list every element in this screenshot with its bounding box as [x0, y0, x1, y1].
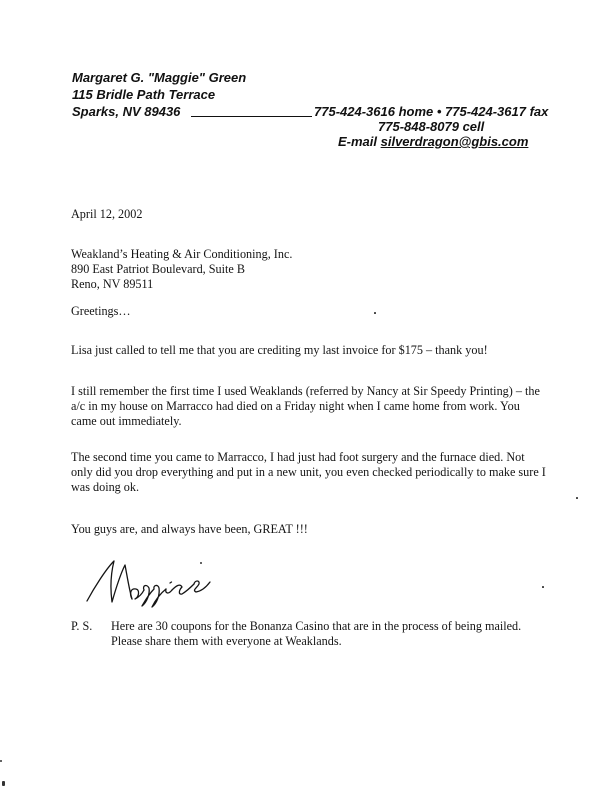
- paragraph-line: came out immediately.: [71, 414, 182, 429]
- postscript-label: P. S.: [71, 619, 93, 633]
- postscript-line: Please share them with everyone at Weaklands.: [111, 634, 342, 649]
- paragraph-line: I still remember the first time I used Weaklands (referred by Nancy at Sir Speedy Printing) – the: [71, 384, 540, 398]
- paragraph-line: Lisa just called to tell me that you are crediting my last invoice for $175 – thank you!: [71, 343, 488, 357]
- scan-speck: [0, 760, 2, 762]
- email-label: E-mail: [338, 134, 381, 149]
- postscript-text: [111, 619, 521, 649]
- paragraph-first-time: [71, 384, 561, 430]
- paragraph-line: a/c in my house on Marracco had died on a Friday night when I came home from work. You: [71, 399, 520, 414]
- sender-name: Margaret G. "Maggie" Green: [72, 70, 247, 85]
- scan-speck: [542, 586, 544, 588]
- paragraph-second-time: [71, 450, 561, 496]
- letter-date: April 12, 2002: [71, 207, 143, 221]
- scan-speck: [576, 497, 578, 499]
- greeting: Greetings…: [71, 304, 131, 318]
- email-address: silverdragon@gbis.com: [380, 134, 529, 149]
- recipient-company: Weakland’s Heating & Air Conditioning, Inc.: [71, 247, 293, 261]
- paragraph-closing: [71, 522, 561, 537]
- scan-speck: [2, 781, 5, 786]
- paragraph-credit: [71, 343, 561, 358]
- sender-street: 115 Bridle Path Terrace: [72, 87, 216, 102]
- letterhead-rule: [191, 116, 312, 117]
- recipient-city: Reno, NV 89511: [71, 277, 154, 292]
- sender-email: [338, 133, 528, 150]
- paragraph-line: You guys are, and always have been, GREAT !!!: [71, 522, 308, 536]
- sender-cell: 775-848-8079 cell: [378, 119, 485, 134]
- sender-city: Sparks, NV 89436: [72, 104, 181, 119]
- paragraph-line: was doing ok.: [71, 480, 140, 495]
- scan-speck: [374, 312, 376, 314]
- recipient-street: 890 East Patriot Boulevard, Suite B: [71, 262, 245, 277]
- paragraph-line: only did you drop everything and put in a new unit, you even checked periodically to make sure I: [71, 465, 546, 480]
- scan-speck: [200, 562, 202, 564]
- sender-phones: 775-424-3616 home • 775-424-3617 fax: [314, 104, 549, 119]
- recipient-address: [71, 247, 292, 293]
- handwritten-signature: [84, 553, 224, 608]
- postscript-line: Here are 30 coupons for the Bonanza Casino that are in the process of being mailed.: [111, 619, 522, 633]
- paragraph-line: The second time you came to Marracco, I had just had foot surgery and the furnace died. Not: [71, 450, 525, 464]
